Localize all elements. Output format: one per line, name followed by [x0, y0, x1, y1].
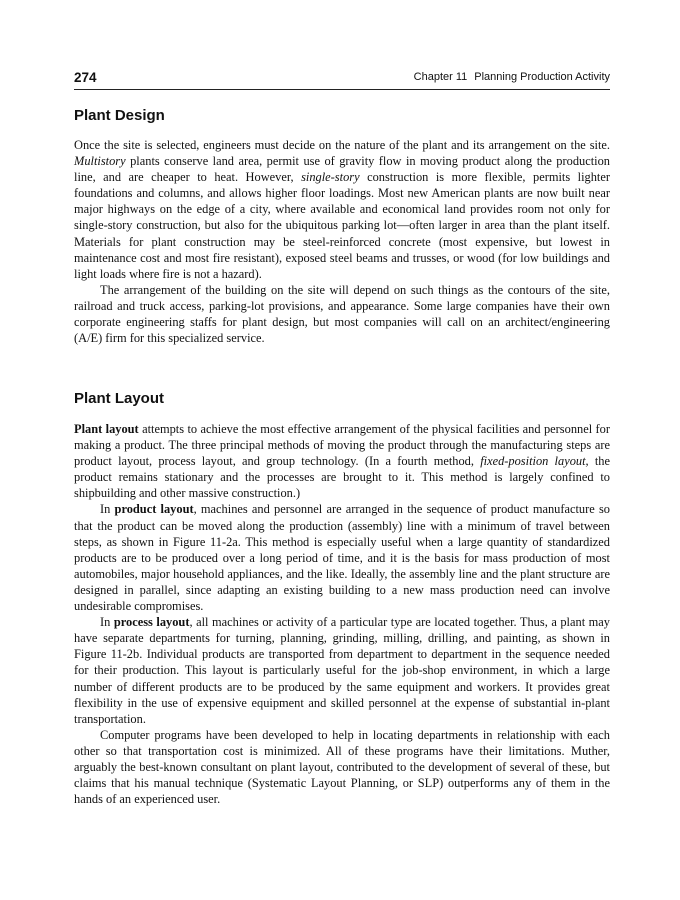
- page-header: [74, 70, 610, 90]
- paragraph: In product layout, machines and personnel are arranged in the sequence of product manufacture so that the product can be moved along the production (assembly) line with a minimum of travel between steps, as shown in Figure 11-2a. This method is especially useful when a large quantity of standardized products are to be produced over a long period of time, and it is the basis for mass production of most automobiles, major household appliances, and the like. Ideally, the assembly line and the plant structure are designed in parallel, since adapting an existing building to a new mass production need can involve undesirable compromises.: [74, 502, 610, 614]
- section-heading-plant-design: Plant Design: [74, 107, 165, 124]
- paragraph: Computer programs have been developed to help in locating departments in relationship with each other so that transportation cost is minimized. All of these programs have their limitations. Muther, arguably the best-known consultant on plant layout, contributed to the development of several of these, but claims that his manual technique (Systematic Layout Planning, or SLP) outperforms any of them in the hands of an experienced user.: [74, 727, 610, 807]
- chapter-number: Chapter 11: [413, 71, 468, 83]
- paragraph: In process layout, all machines or activity of a particular type are located together. Thus, a plant may have separate departments for turning, planning, grinding, milling, drilling, and painting, as shown in Figure 11-2b. Individual products are transported from department to department in the sequence needed for their production. This layout is particularly useful for the job-shop environment, in which a large number of different products are to be produced by the same equipment and workers. It provides great flexibility in the use of expensive equipment and skilled personnel at the expense of substantial in-plant transportation.: [74, 615, 611, 726]
- section-heading-plant-layout: Plant Layout: [74, 390, 165, 407]
- section-body-plant-layout: [74, 421, 610, 807]
- page-number: 274: [74, 70, 97, 85]
- paragraph: Once the site is selected, engineers must decide on the nature of the plant and its arrangement on the site. Multistory plants conserve land area, permit use of gravity flow in moving product along the production line, and are cheaper to heat. However, single-story construction is more flexible, permits lighter foundations and columns, and allows higher floor loadings. Most new American plants are now built near major highways on the edge of a city, where available and economical land provides room not only for single-story construction, but also for the ubiquitous parking lot—often larger in area than the plant itself. Materials for plant construction may be steel-reinforced concrete (most expensive, but lowest in maintenance cost and most fire resistant), exposed steel beams and trusses, or wood (for low buildings and light loads where fire is not a hazard).: [74, 138, 610, 281]
- section-body-plant-design: [74, 137, 610, 346]
- paragraph: The arrangement of the building on the site will depend on such things as the contours of the site, railroad and truck access, parking-lot provisions, and appearance. Some large companies have their own corporate engineering staffs for plant design, but most companies will call on an architect/engineering (A/E) firm for this specialized service.: [74, 282, 610, 346]
- header-rule: [74, 89, 610, 90]
- running-head: [414, 71, 610, 83]
- paragraph: Plant layout attempts to achieve the most effective arrangement of the physical facilities and personnel for making a product. The three principal methods of moving the product through the manufacturing steps are product layout, process layout, and group technology. (In a fourth method, fixed-position layout, the product remains stationary and the processes are brought to it. This method is largely confined to shipbuilding and other massive construction.): [74, 422, 611, 501]
- chapter-title: Planning Production Activity: [474, 71, 610, 83]
